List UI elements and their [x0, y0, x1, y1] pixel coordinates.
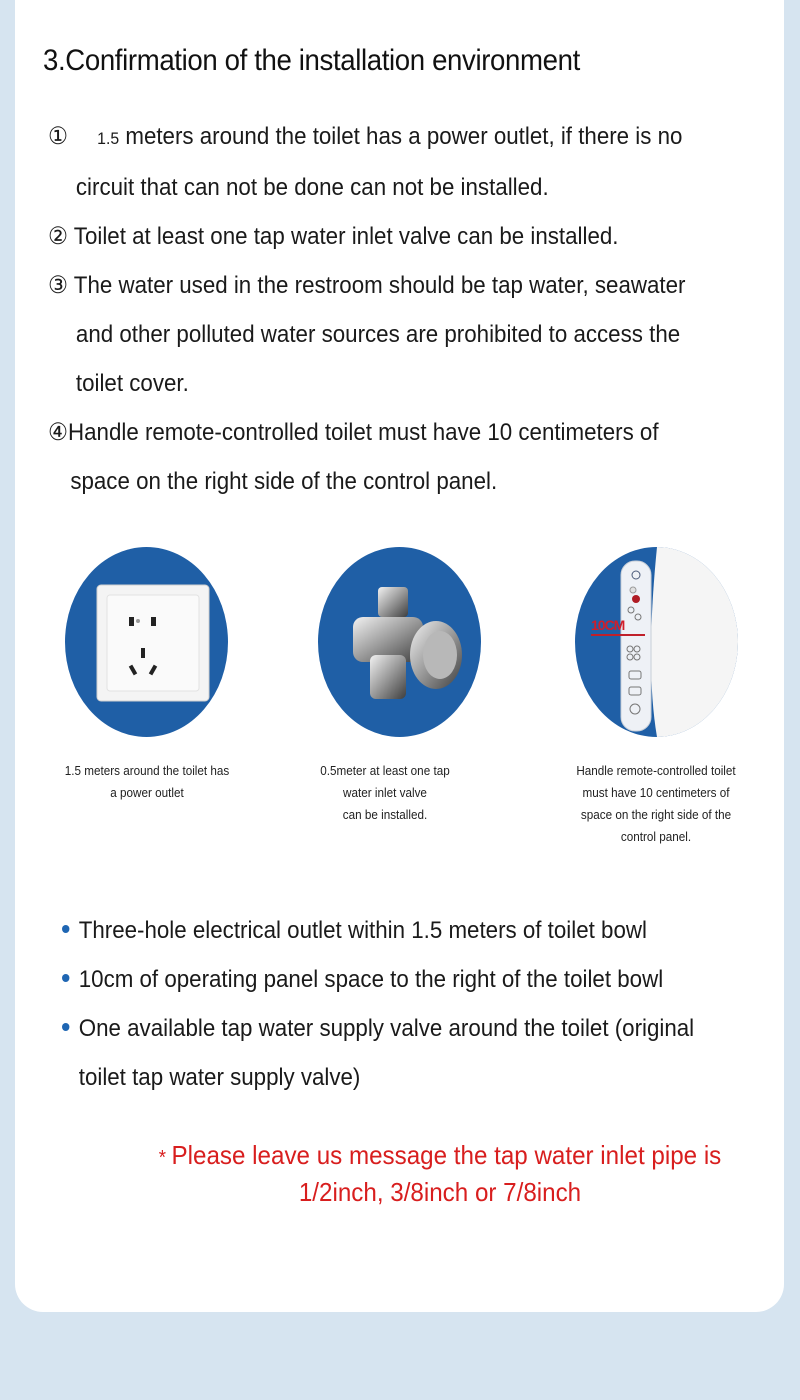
requirement-1-continued: circuit that can not be done can not be installed. — [75, 174, 549, 201]
caption-line: control panel. — [620, 829, 692, 844]
power-outlet-caption — [53, 760, 242, 804]
section-title: 3.Confirmation of the installation environment — [43, 44, 580, 77]
note-line-2: 1/2inch, 3/8inch or 7/8inch — [298, 1177, 582, 1207]
asterisk-icon: * — [158, 1147, 166, 1169]
control-panel-image — [575, 547, 738, 737]
control-panel-caption — [562, 760, 751, 848]
summary-bullets — [62, 906, 782, 1102]
requirement-1-text: meters around the toilet has a power outlet, if there is no — [125, 123, 683, 150]
panel-distance-label: 10CM — [591, 617, 625, 633]
inlet-pipe-note — [124, 1138, 756, 1209]
bullet-dot-icon — [62, 1023, 69, 1031]
requirement-1 — [48, 112, 718, 163]
requirement-4-continued: space on the right side of the control panel. — [70, 468, 498, 495]
bullet-text: 10cm of operating panel space to the right of the toilet bowl — [78, 966, 664, 993]
power-outlet-icon — [65, 547, 228, 737]
bullet-text: Three-hole electrical outlet within 1.5 meters of toilet bowl — [78, 917, 647, 944]
caption-line: Handle remote-controlled toilet — [576, 763, 736, 778]
note-line-1: Please leave us message the tap water inlet pipe is — [171, 1140, 722, 1170]
bullet-dot-icon — [62, 925, 69, 933]
water-valve-caption — [291, 760, 480, 826]
bullet-item — [62, 1004, 732, 1053]
caption-line: space on the right side of the — [580, 807, 732, 822]
caption-line: 0.5meter at least one tap — [320, 763, 450, 778]
bullet-item — [62, 955, 732, 1004]
control-panel-icon — [575, 547, 738, 737]
requirement-3-end: toilet cover. — [75, 370, 189, 397]
caption-line: 1.5 meters around the toilet has — [64, 763, 230, 778]
power-outlet-image — [65, 547, 228, 737]
bullet-dot-icon — [62, 974, 69, 982]
caption-line: can be installed. — [342, 807, 428, 822]
water-valve-icon — [318, 547, 481, 737]
requirement-1-distance: 1.5 — [97, 129, 120, 148]
water-valve-image — [318, 547, 481, 737]
requirement-3: ③ The water used in the restroom should be tap water, seawater — [48, 272, 686, 299]
requirement-1-mark: ① — [48, 123, 69, 150]
caption-line: water inlet valve — [343, 785, 427, 800]
requirement-4: ④Handle remote-controlled toilet must have 10 centimeters of — [48, 419, 659, 446]
requirements-list — [48, 112, 718, 506]
caption-line: must have 10 centimeters of — [582, 785, 730, 800]
requirement-3-continued: and other polluted water sources are prohibited to access the — [75, 321, 681, 348]
bullet-item-continued: toilet tap water supply valve) — [78, 1064, 361, 1091]
bullet-item — [62, 906, 732, 955]
caption-line: a power outlet — [110, 785, 184, 800]
requirement-2: ② Toilet at least one tap water inlet valve can be installed. — [48, 223, 619, 250]
bullet-text: One available tap water supply valve around the toilet (original — [78, 1015, 695, 1042]
